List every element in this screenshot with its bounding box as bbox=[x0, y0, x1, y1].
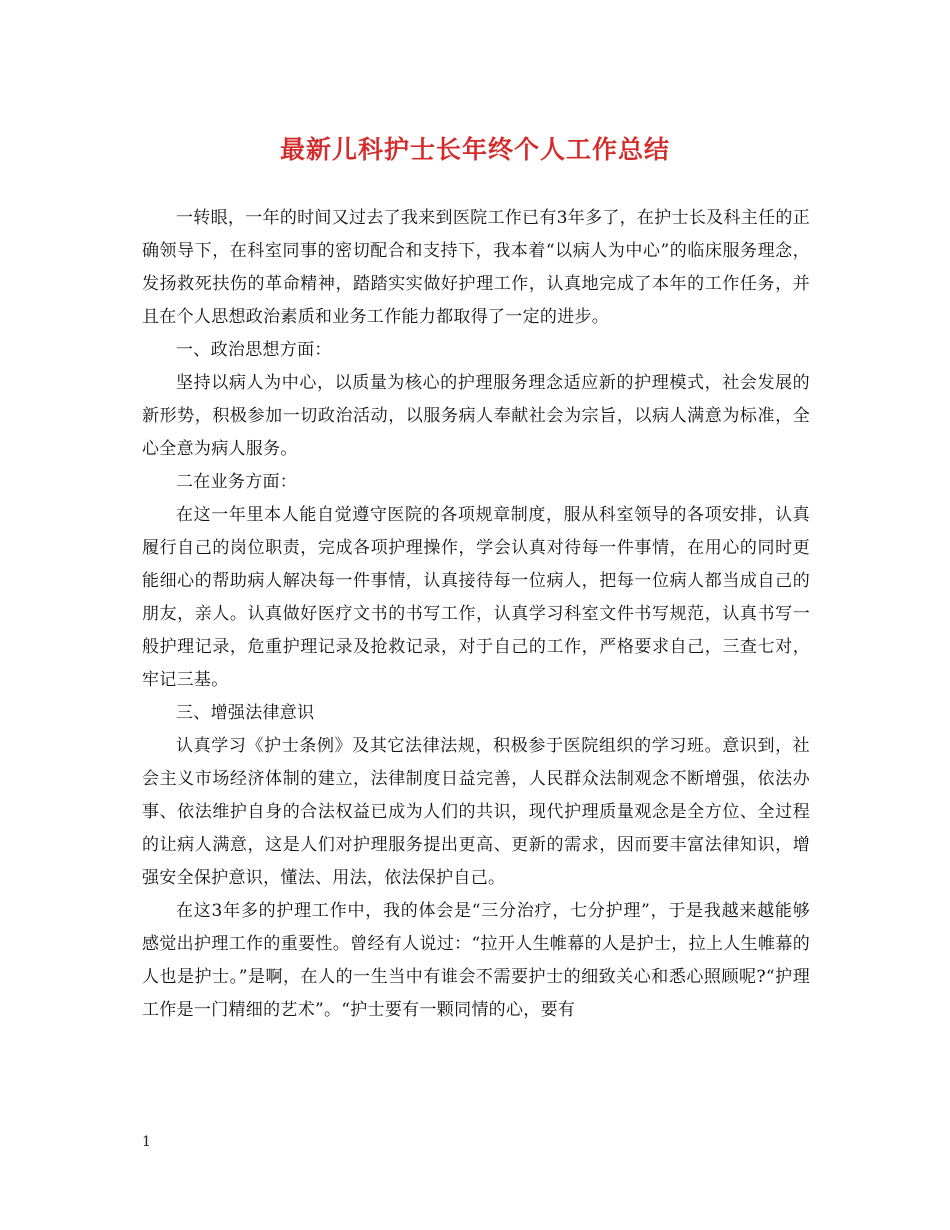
page-number: 1 bbox=[142, 1134, 151, 1150]
document-title: 最新儿科护士长年终个人工作总结 bbox=[279, 135, 670, 164]
paragraph-intro: 一转眼，一年的时间又过去了我来到医院工作已有3年多了，在护士长及科主任的正确领导下，在科室同事的密切配合和支持下，我本着“以病人为中心”的临床服务理念，发扬救死扶伤的革命精神，踏踏实实做好护理工作，认真地完成了本年的工作任务，并且在个人思想政治素质和业务工作能力都取得了一定的进步。 bbox=[142, 208, 810, 327]
paragraph-experience: 在这3年多的护理工作中，我的体会是“三分治疗，七分护理”，于是我越来越能够感觉出护理工作的重要性。曾经有人说过：“拉开人生帷幕的人是护士，拉上人生帷幕的人也是护士。”是啊，在人的一生当中有谁会不需要护士的细致关心和悉心照顾呢?“护理工作是一门精细的艺术”。“护士要有一颗同情的心，要有 bbox=[142, 901, 810, 1020]
paragraph-politics: 坚持以病人为中心，以质量为核心的护理服务理念适应新的护理模式，社会发展的新形势，积极参加一切政治活动，以服务病人奉献社会为宗旨，以病人满意为标准，全心全意为病人服务。 bbox=[142, 373, 810, 459]
paragraph-law: 认真学习《护士条例》及其它法律法规，积极参于医院组织的学习班。意识到，社会主义市场经济体制的建立，法律制度日益完善，人民群众法制观念不断增强，依法办事、依法维护自身的合法权益已成为人们的共识，现代护理质量观念是全方位、全过程的让病人满意，这是人们对护理服务提出更高、更新的需求，因而要丰富法律知识，增强安全保护意识，懂法、用法，依法保护自己。 bbox=[142, 736, 810, 888]
document-body bbox=[142, 202, 810, 1027]
section-heading-law: 三、增强法律意识 bbox=[176, 703, 315, 723]
paragraph-business: 在这一年里本人能自觉遵守医院的各项规章制度，服从科室领导的各项安排，认真履行自己的岗位职责，完成各项护理操作，学会认真对待每一件事情，在用心的同时更能细心的帮助病人解决每一件事情，认真接待每一位病人，把每一位病人都当成自己的朋友，亲人。认真做好医疗文书的书写工作，认真学习科室文件书写规范，认真书写一般护理记录，危重护理记录及抢救记录，对于自己的工作，严格要求自己，三查七对，牢记三基。 bbox=[142, 505, 810, 690]
section-heading-politics: 一、政治思想方面： bbox=[176, 340, 332, 360]
section-heading-business: 二在业务方面： bbox=[176, 472, 298, 492]
